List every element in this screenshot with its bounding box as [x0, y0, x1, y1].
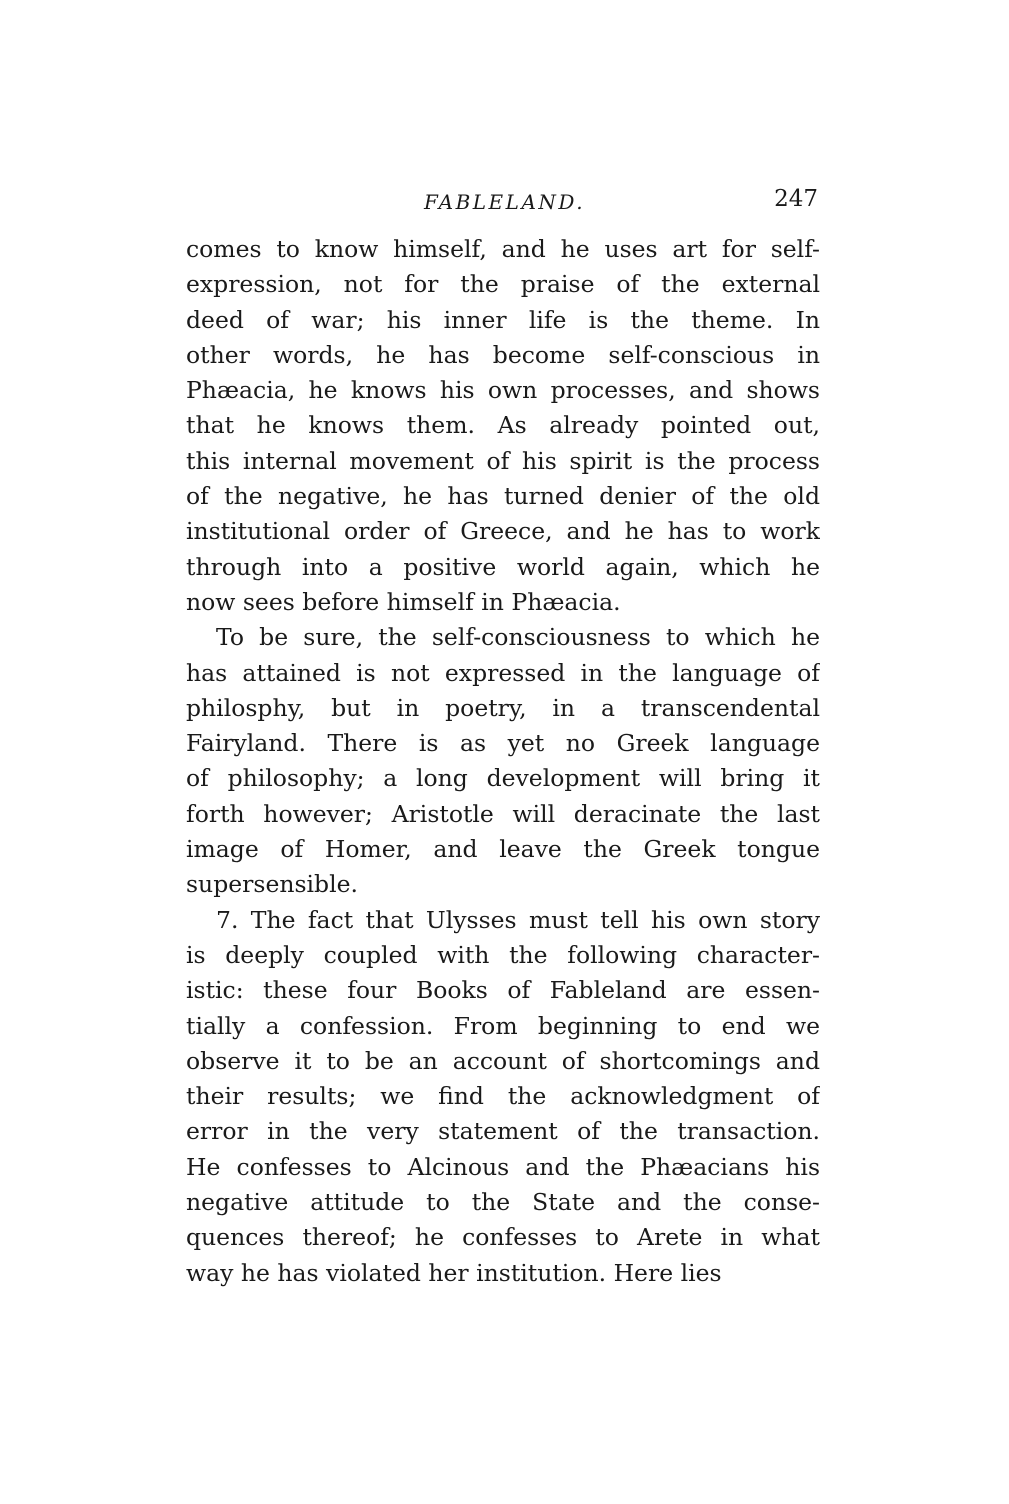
text-line: now sees before himself in Phæacia. [186, 587, 621, 616]
text-line: negative attitude to the State and the conse- [186, 1188, 820, 1217]
text-line: of the negative, he has turned denier of the old [186, 482, 820, 511]
text-line: comes to know himself, and he uses art for self- [186, 235, 820, 263]
text-line: istic: these four Books of Fableland are essen- [186, 976, 820, 1005]
text-line: Phæacia, he knows his own processes, and shows [186, 376, 820, 405]
text-line: philosphy, but in poetry, in a transcendental [186, 693, 820, 722]
text-line: tially a confession. From beginning to end we [186, 1011, 820, 1040]
text-line: He confesses to Alcinous and the Phæacians his [186, 1152, 820, 1181]
text-line: has attained is not expressed in the language of [186, 658, 820, 687]
text-line: supersensible. [186, 870, 358, 899]
text-line: is deeply coupled with the following character- [186, 940, 820, 969]
text-line: this internal movement of his spirit is the process [186, 446, 820, 475]
text-line: way he has violated her institution. Here lies [186, 1258, 722, 1287]
text-line: To be sure, the self-consciousness to which he [216, 623, 820, 652]
text-line: of philosophy; a long development will bring it [186, 764, 820, 793]
text-line: observe it to be an account of shortcomings and [186, 1046, 820, 1075]
paragraph [186, 903, 820, 1291]
text-line: Fairyland. There is as yet no Greek language [186, 729, 820, 758]
text-line: forth however; Aristotle will deracinate the last [186, 799, 820, 828]
text-line: 7. The fact that Ulysses must tell his own story [216, 905, 820, 934]
page-number: 247 [774, 186, 818, 212]
body-text [186, 232, 820, 1291]
paragraph [186, 232, 820, 620]
running-head [186, 186, 820, 218]
text-line: deed of war; his inner life is the theme. In [186, 305, 820, 334]
text-line: institutional order of Greece, and he has to work [186, 517, 820, 546]
text-line: that he knows them. As already pointed out, [186, 411, 820, 440]
paragraph [186, 620, 820, 902]
text-line: their results; we find the acknowledgment of [186, 1082, 820, 1111]
text-line: other words, he has become self-conscious in [186, 340, 820, 369]
running-title: FABLELAND. [424, 190, 586, 214]
text-line: quences thereof; he confesses to Arete in what [186, 1223, 820, 1252]
text-line: through into a positive world again, which he [186, 552, 820, 581]
text-line: error in the very statement of the transaction. [186, 1117, 820, 1146]
text-line: image of Homer, and leave the Greek tongue [186, 835, 820, 864]
text-line: expression, not for the praise of the external [186, 270, 820, 299]
